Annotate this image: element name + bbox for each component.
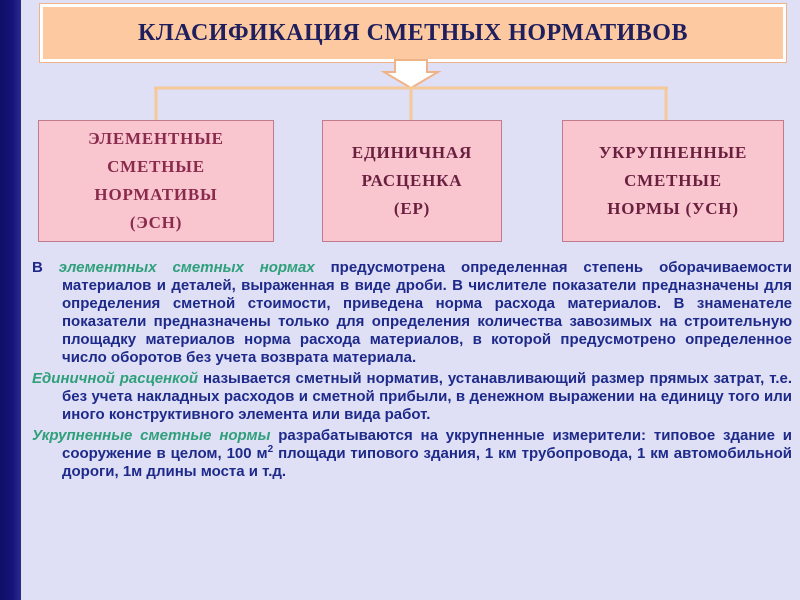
paragraph-er xyxy=(32,370,792,424)
category-line: СМЕТНЫЕ xyxy=(107,157,205,176)
category-box-er xyxy=(322,120,502,242)
category-box-usn xyxy=(562,120,784,242)
down-arrow-icon xyxy=(384,60,438,88)
category-line: СМЕТНЫЕ xyxy=(624,171,722,190)
category-line: (ЭСН) xyxy=(129,213,183,232)
paragraph-text: предусмотрена определенная степень оборачиваемости материалов и деталей, выраженная в виде дроби. В числителе показатели предназначены для определения сметной стоимости, приведена норма расхода материалов. В знаменателе показатели предназначены только для определения количества завозимых на строительную площадку материалов норма расхода материалов, в которой предусмотрено определенное число оборотов без учета возврата материала. xyxy=(62,259,792,366)
category-line: НОРМЫ (УСН) xyxy=(607,199,739,218)
category-line: ЕДИНИЧНАЯ xyxy=(351,143,473,162)
term-esn: элементных сметных нормах xyxy=(58,259,315,276)
paragraph-esn xyxy=(32,259,792,367)
term-er: Единичной расценкой xyxy=(32,370,199,387)
category-box-esn xyxy=(38,120,274,242)
paragraph-text: разрабатываются на укрупненные измерители: типовое здание и сооружение в целом, 100 м xyxy=(62,427,792,462)
category-line: УКРУПНЕННЫЕ xyxy=(598,143,748,162)
page-title: КЛАСИФИКАЦИЯ СМЕТНЫХ НОРМАТИВОВ xyxy=(138,19,688,46)
paragraph-lead: В xyxy=(32,259,59,276)
paragraph-usn xyxy=(32,427,792,481)
category-line: НОРМАТИВЫ xyxy=(94,185,218,204)
paragraph-text: называется сметный норматив, устанавливающий размер прямых затрат, т.е. без учета накладных расходов и сметной прибыли, в денежном выражении на единицу того или иного конструктивного элемента или вида работ. xyxy=(62,370,792,423)
category-line: (ЕР) xyxy=(393,199,431,218)
category-line: ЭЛЕМЕНТНЫЕ xyxy=(88,129,224,148)
superscript: 2 xyxy=(267,444,274,455)
category-line: РАСЦЕНКА xyxy=(361,171,463,190)
term-usn: Укрупненные сметные нормы xyxy=(32,427,271,444)
body-text xyxy=(32,259,792,484)
paragraph-text: площади типового здания, 1 км трубопровода, 1 км автомобильной дороги, 1м длины моста и т.д. xyxy=(62,445,792,480)
